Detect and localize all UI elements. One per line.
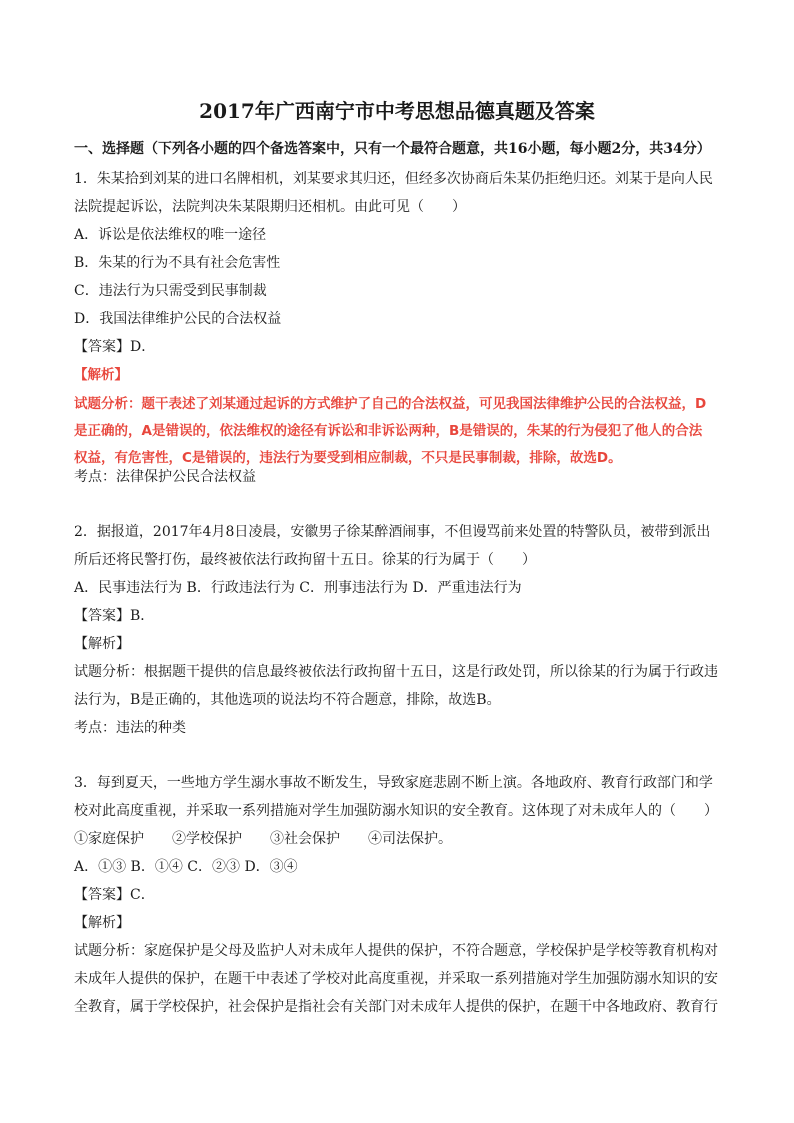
- q2-analysis-line1: 试题分析：根据题干提供的信息最终被依法行政拘留十五日，这是行政处罚，所以徐某的行为属于行政违: [74, 664, 718, 680]
- q1-option-c: C．违法行为只需受到民事制裁: [74, 283, 267, 299]
- q2-options: A．民事违法行为 B．行政违法行为 C．刑事违法行为 D．严重违法行为: [74, 580, 522, 596]
- q2-stem-line2: 所后还将民警打伤，最终被依法行政拘留十五日。徐某的行为属于（ ）: [74, 552, 536, 568]
- q1-analysis-line2: 是正确的，A是错误的，依法维权的途径有诉讼和非诉讼两种，B是错误的，朱某的行为侵犯了他人的合法: [74, 423, 703, 439]
- q2-kaodian: 考点：违法的种类: [74, 720, 186, 736]
- q1-option-a: A．诉讼是依法维权的唯一途径: [74, 227, 267, 243]
- q1-analysis-line3: 权益，有危害性，C是错误的，违法行为要受到相应制裁，不只是民事制裁，排除，故选D。: [74, 450, 622, 466]
- document-title: 2017年广西南宁市中考思想品德真题及答案: [199, 99, 595, 123]
- q3-stem-line2: 校对此高度重视，并采取一系列措施对学生加强防溺水知识的安全教育。这体现了对未成年人的（ ）: [74, 803, 718, 819]
- q1-answer: 【答案】D．: [74, 339, 156, 355]
- q2-answer: 【答案】B．: [74, 608, 155, 624]
- q3-analysis-line2: 未成年人提供的保护，在题干中表述了学校对此高度重视，并采取一系列措施对学生加强防溺水知识的安: [74, 971, 718, 987]
- q3-analysis-line3: 全教育，属于学校保护，社会保护是指社会有关部门对未成年人提供的保护，在题干中各地政府、教育行: [74, 999, 718, 1015]
- q1-option-d: D．我国法律维护公民的合法权益: [74, 311, 282, 327]
- q1-option-b: B．朱某的行为不具有社会危害性: [74, 255, 281, 271]
- q1-kaodian: 考点：法律保护公民合法权益: [74, 469, 256, 485]
- q1-stem-line2: 法院提起诉讼，法院判决朱某限期归还相机。由此可见（ ）: [74, 199, 466, 215]
- q2-stem-line1: 2．据报道，2017年4月8日凌晨，安徽男子徐某醉酒闹事，不但谩骂前来处置的特警队员，被带到派出: [74, 524, 711, 540]
- q2-analysis-line2: 法行为，B是正确的，其他选项的说法均不符合题意，排除，故选B。: [74, 692, 501, 708]
- q3-stem-line1: 3．每到夏天，一些地方学生溺水事故不断发生，导致家庭悲剧不断上演。各地政府、教育行政部门和学: [74, 775, 713, 791]
- q3-analysis-label: 【解析】: [74, 915, 130, 931]
- q1-stem-line1: 1．朱某拾到刘某的进口名牌相机，刘某要求其归还，但经多次协商后朱某仍拒绝归还。刘某于是向人民: [74, 171, 713, 187]
- q2-analysis-label: 【解析】: [74, 636, 130, 652]
- q3-analysis-line1: 试题分析：家庭保护是父母及监护人对未成年人提供的保护，不符合题意，学校保护是学校等教育机构对: [74, 943, 718, 959]
- q3-choices: ①家庭保护 ②学校保护 ③社会保护 ④司法保护。: [74, 831, 452, 847]
- q1-analysis-line1: 试题分析：题干表述了刘某通过起诉的方式维护了自己的合法权益，可见我国法律维护公民的合法权益，D: [74, 396, 707, 412]
- q1-analysis-label: 【解析】: [74, 367, 128, 383]
- q3-answer: 【答案】C．: [74, 887, 155, 903]
- section-heading: 一、选择题（下列各小题的四个备选答案中，只有一个最符合题意，共16小题，每小题2分，共34分）: [74, 141, 711, 157]
- q3-options: A．①③ B．①④ C．②③ D．③④: [74, 859, 298, 875]
